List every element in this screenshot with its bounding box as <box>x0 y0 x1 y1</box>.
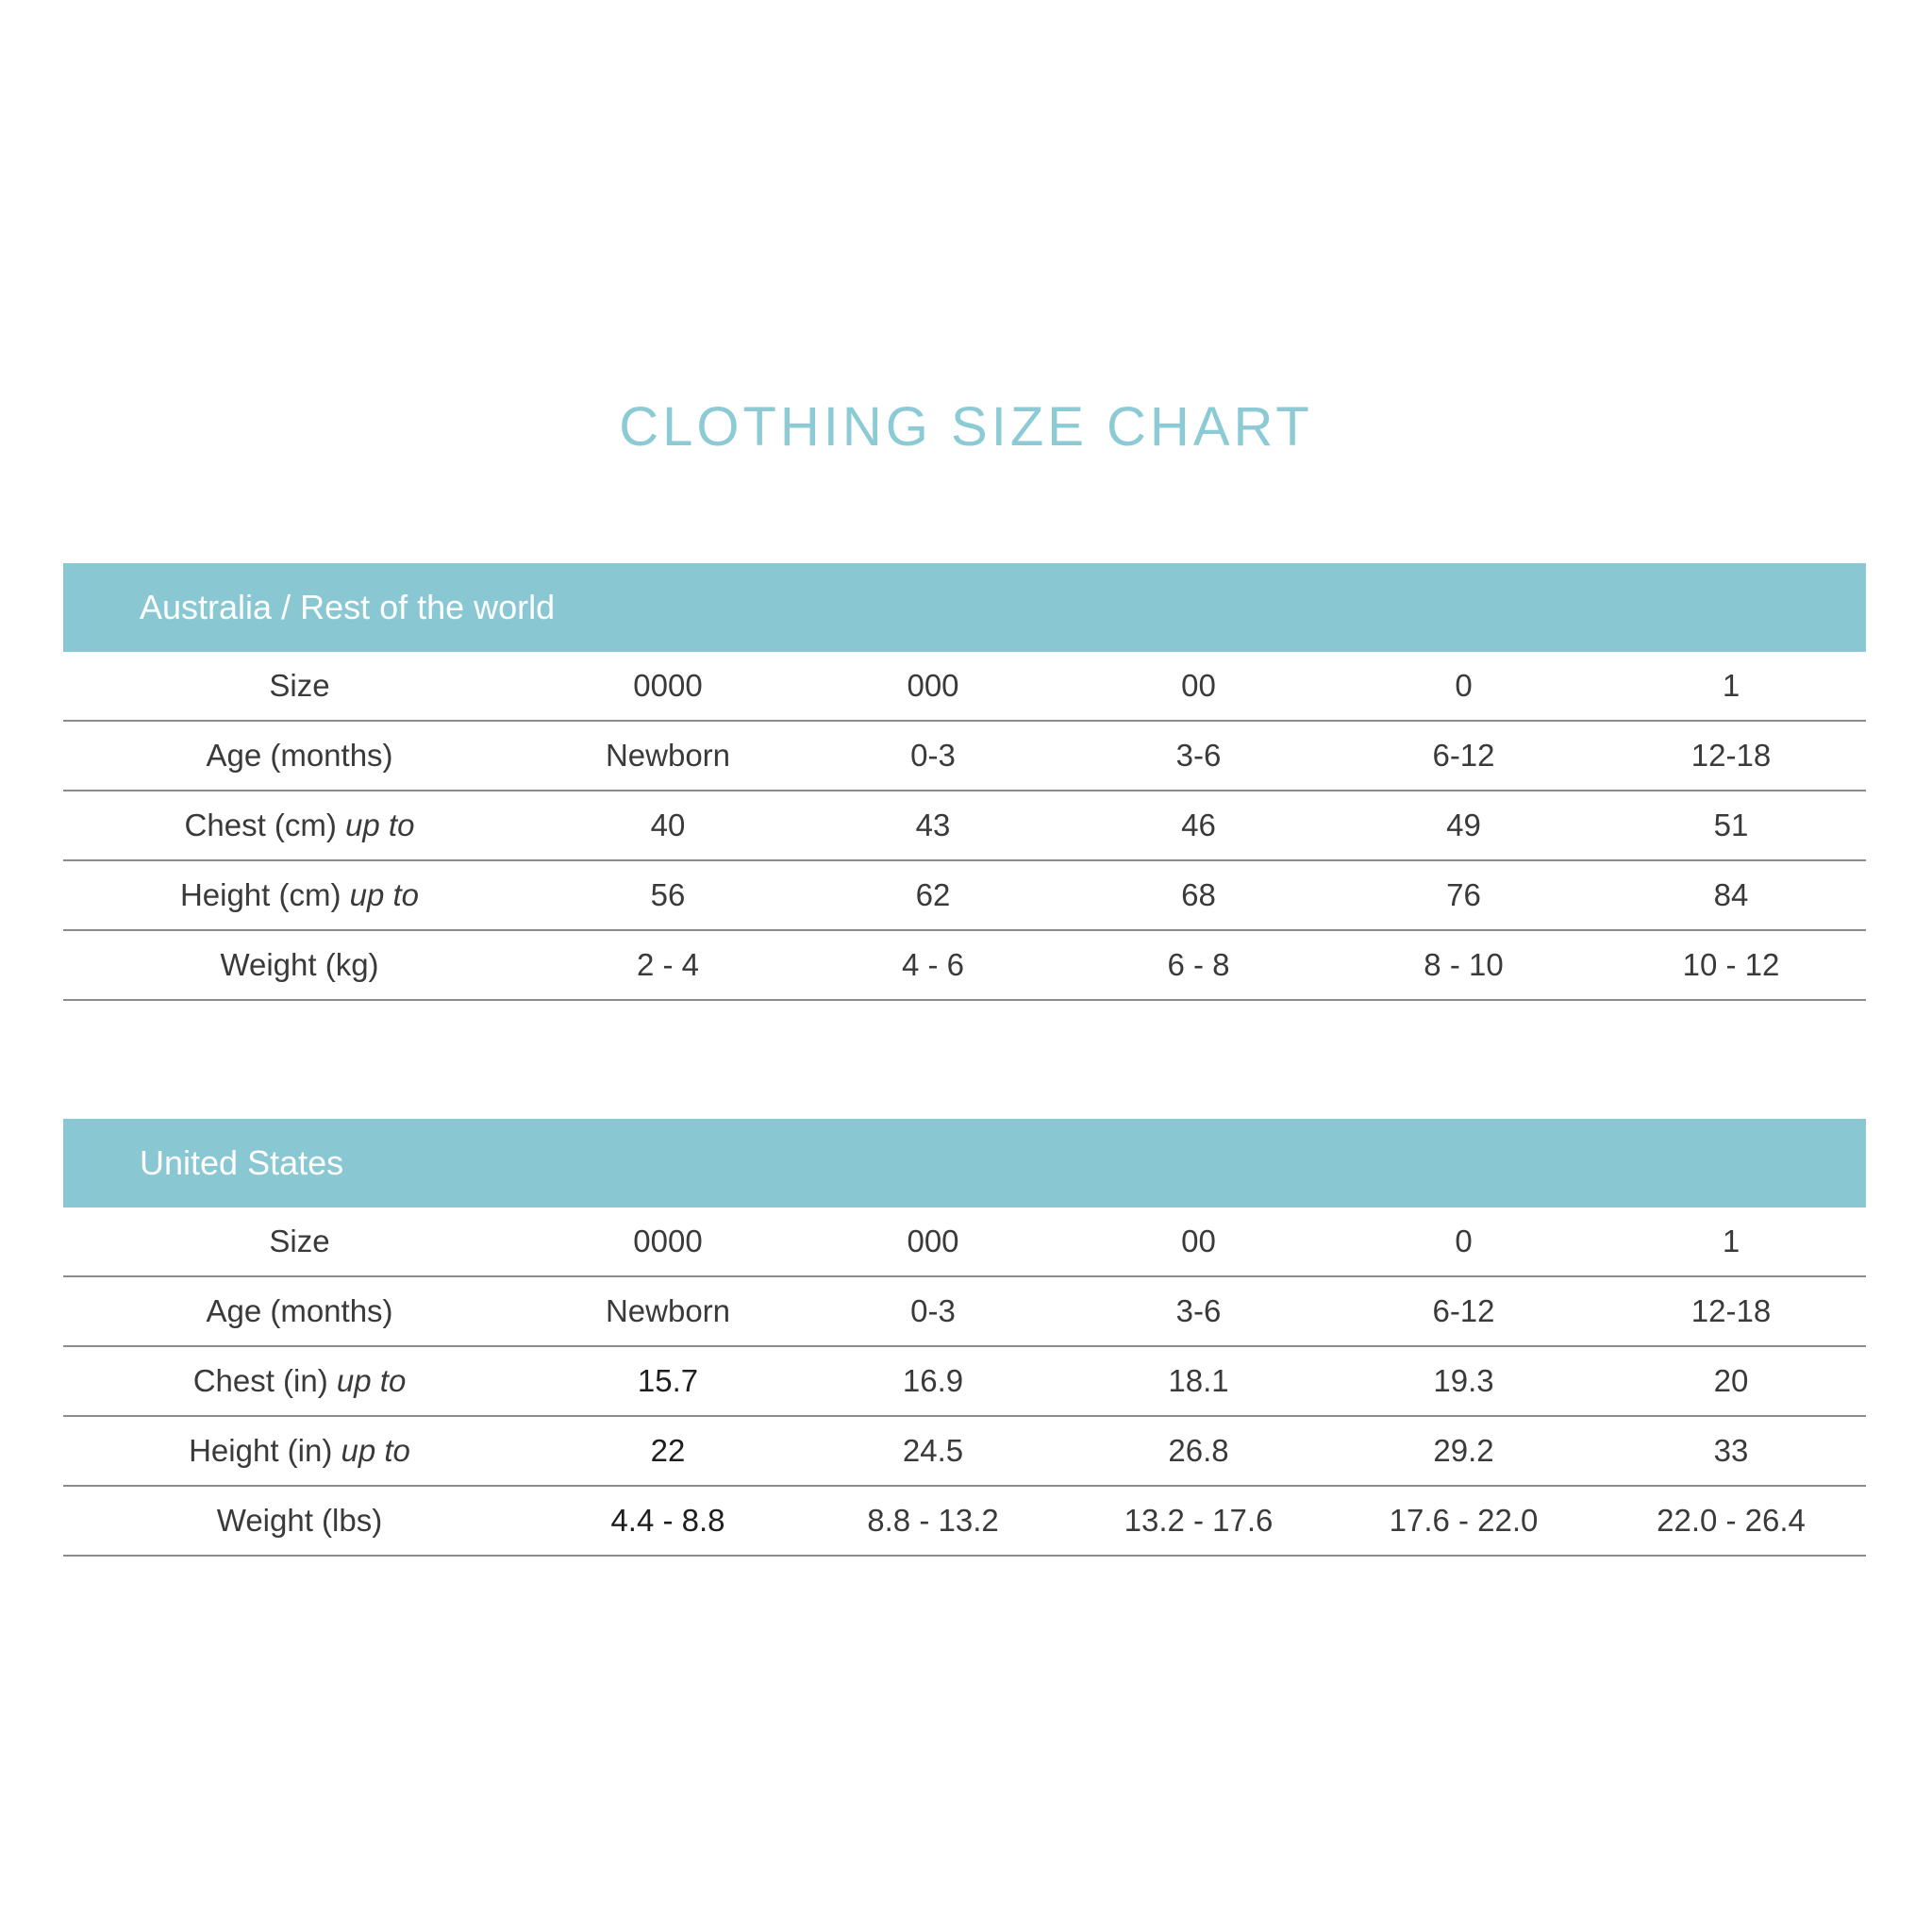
row-label: Chest (cm) up to <box>184 808 415 842</box>
table-cell: 62 <box>915 877 951 912</box>
table-row-chest <box>63 1347 1866 1417</box>
table-cell: 0000 <box>633 668 703 703</box>
table-row-size <box>63 652 1866 722</box>
row-label: Height (cm) up to <box>179 877 420 912</box>
table-row-height <box>63 1417 1866 1487</box>
table-cell: 18.1 <box>1168 1363 1229 1398</box>
row-label: Size <box>269 668 330 703</box>
row-hint: up to <box>341 1433 410 1468</box>
table-cell: 000 <box>907 668 959 703</box>
table-cell: 6-12 <box>1432 738 1495 773</box>
table-cell: 33 <box>1713 1433 1749 1468</box>
row-label: Weight (lbs) <box>216 1503 383 1538</box>
table-cell: 19.3 <box>1433 1363 1494 1398</box>
table-cell: 40 <box>650 808 686 842</box>
row-label: Weight (kg) <box>220 947 379 982</box>
table-cell: 1 <box>1722 1224 1740 1258</box>
table-cell: 4.4 - 8.8 <box>610 1503 725 1538</box>
table-cell: 0 <box>1455 668 1473 703</box>
row-hint: up to <box>345 808 415 842</box>
table-row-height <box>63 861 1866 931</box>
table-cell: 3-6 <box>1175 738 1222 773</box>
table-cell: 26.8 <box>1168 1433 1229 1468</box>
table-cell: 29.2 <box>1433 1433 1494 1468</box>
table-cell: 46 <box>1181 808 1216 842</box>
table-row-age <box>63 722 1866 791</box>
table-cell: 0 <box>1455 1224 1473 1258</box>
table-cell: 8.8 - 13.2 <box>867 1503 999 1538</box>
table-cell: 3-6 <box>1175 1293 1222 1328</box>
table-cell: 0-3 <box>910 1293 956 1328</box>
table-cell: Newborn <box>605 1293 731 1328</box>
table-cell: 20 <box>1713 1363 1749 1398</box>
table-cell: 00 <box>1181 1224 1216 1258</box>
table-cell: 24.5 <box>902 1433 964 1468</box>
table-cell: 17.6 - 22.0 <box>1389 1503 1539 1538</box>
table-cell: 4 - 6 <box>901 947 965 982</box>
table-cell: 0000 <box>633 1224 703 1258</box>
table-cell: 6 - 8 <box>1167 947 1230 982</box>
table-cell: 84 <box>1713 877 1749 912</box>
table-cell: 2 - 4 <box>636 947 700 982</box>
table-cell: 22 <box>650 1433 686 1468</box>
table-cell: 22.0 - 26.4 <box>1657 1503 1806 1538</box>
row-hint: up to <box>349 877 420 912</box>
table-cell: 8 - 10 <box>1424 947 1504 982</box>
table-cell: 12-18 <box>1690 738 1772 773</box>
table-cell: 43 <box>915 808 951 842</box>
table-cell: 56 <box>650 877 686 912</box>
table-row-size <box>63 1208 1866 1277</box>
table-cell: 00 <box>1181 668 1216 703</box>
table-row-weight <box>63 931 1866 1001</box>
row-label: Age (months) <box>206 1293 393 1328</box>
size-table-australia <box>63 563 1866 1001</box>
table-cell: 12-18 <box>1690 1293 1772 1328</box>
table-row-chest <box>63 791 1866 861</box>
table-cell: Newborn <box>605 738 731 773</box>
row-label: Height (in) up to <box>189 1433 410 1468</box>
table-cell: 15.7 <box>637 1363 699 1398</box>
table-header-australia: Australia / Rest of the world <box>63 563 1866 652</box>
size-table-united-states <box>63 1119 1866 1557</box>
table-cell: 76 <box>1446 877 1481 912</box>
row-label: Size <box>269 1224 330 1258</box>
table-cell: 16.9 <box>902 1363 964 1398</box>
table-cell: 1 <box>1722 668 1740 703</box>
table-cell: 68 <box>1181 877 1216 912</box>
row-hint: up to <box>336 1363 407 1398</box>
table-header-united-states: United States <box>63 1119 1866 1208</box>
page-title: CLOTHING SIZE CHART <box>619 396 1313 458</box>
row-label: Chest (in) up to <box>192 1363 407 1398</box>
table-row-weight <box>63 1487 1866 1557</box>
table-cell: 13.2 - 17.6 <box>1124 1503 1274 1538</box>
table-cell: 49 <box>1446 808 1481 842</box>
table-cell: 51 <box>1713 808 1749 842</box>
table-row-age <box>63 1277 1866 1347</box>
table-cell: 6-12 <box>1432 1293 1495 1328</box>
table-cell: 10 - 12 <box>1682 947 1780 982</box>
table-cell: 000 <box>907 1224 959 1258</box>
table-cell: 0-3 <box>910 738 956 773</box>
row-label: Age (months) <box>206 738 393 773</box>
